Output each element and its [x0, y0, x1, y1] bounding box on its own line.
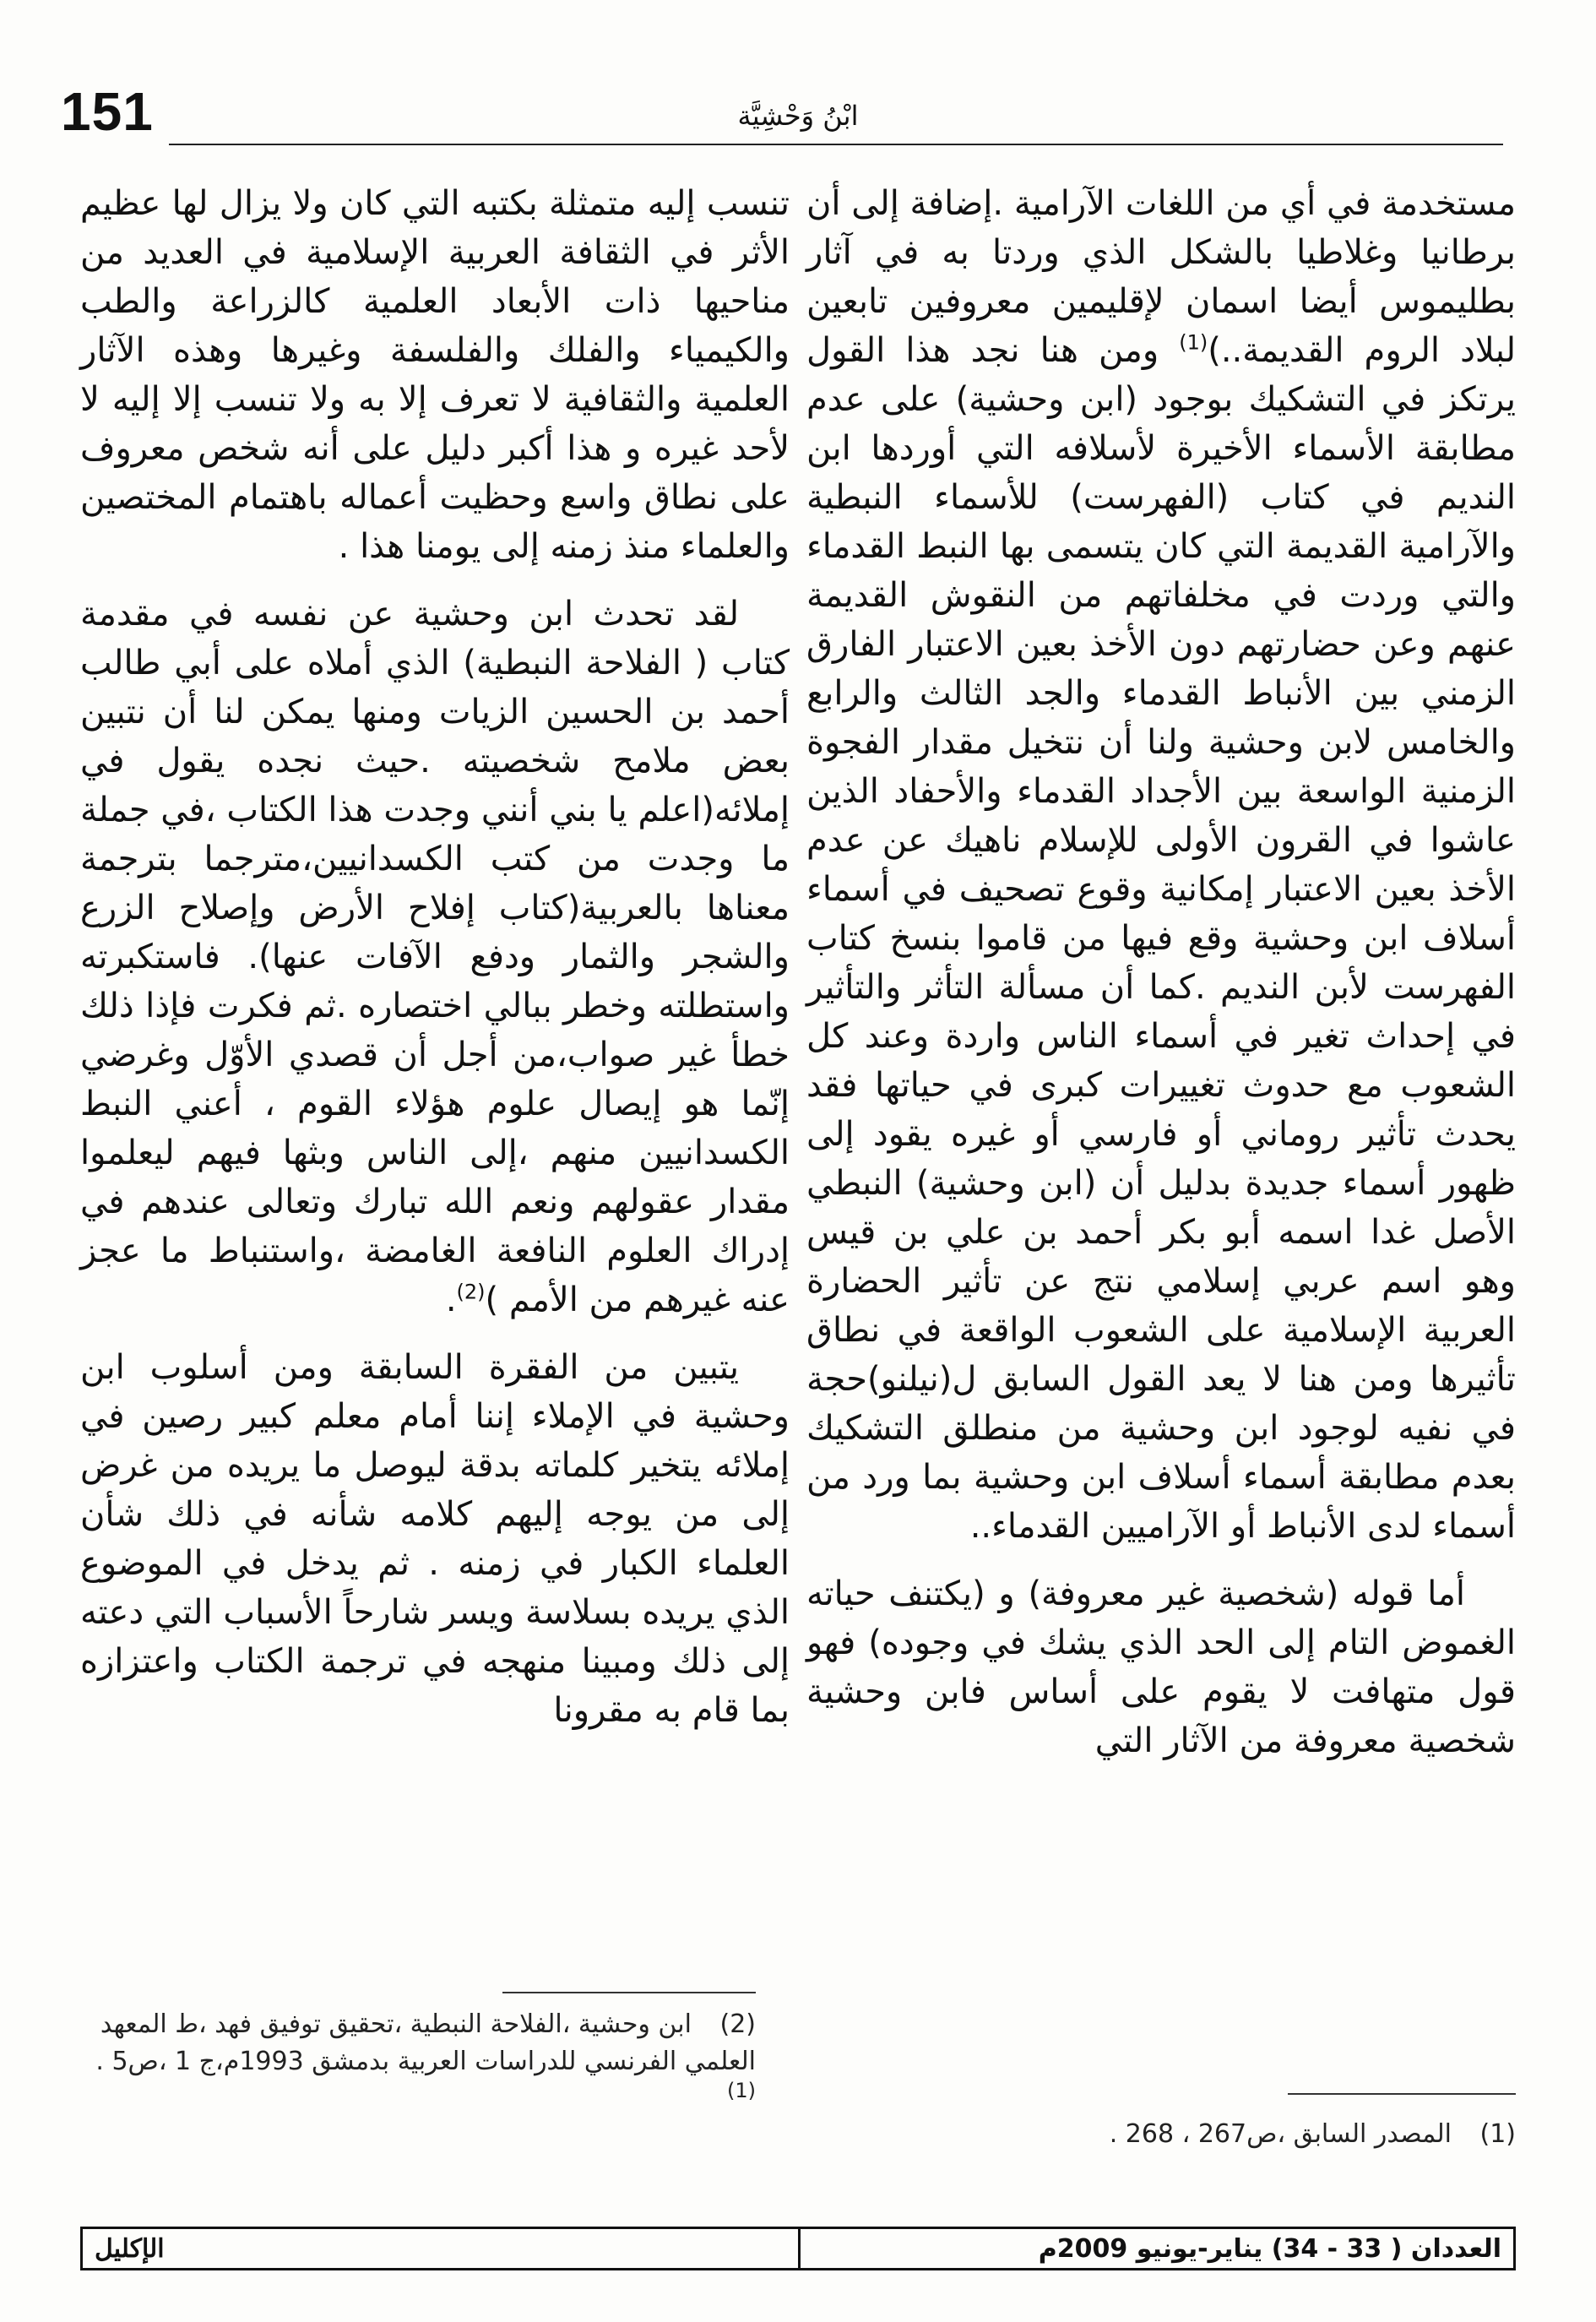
footnote-ref[interactable]: (1) [1179, 330, 1208, 355]
footnote-text: ابن وحشية ،الفلاحة النبطية ،تحقيق توفيق فهد ،ط المعهد العلمي الفرنسي للدراسات العربية بدمشق 1993م،ج 1 ،ص5 . [95, 2009, 756, 2076]
paragraph: أما قوله (شخصية غير معروفة) و (يكتنف حياته الغموض التام إلى الحد الذي يشك في وجوده) فهو قول متهافت لا يقوم على أساس فابن وحشية شخصية معروفة من الآثار التي [806, 1574, 1516, 1760]
page-number: 151 [61, 81, 154, 142]
footnote-right [806, 2116, 1516, 2153]
footnote-rule-left [502, 1992, 756, 1993]
footnote-ref[interactable]: (2) [456, 1280, 486, 1304]
footnote-ref: (1) [727, 2079, 756, 2102]
footnote-text: المصدر السابق ،ص267 ، 268 . [1109, 2119, 1452, 2149]
right-column [806, 179, 1516, 1784]
paragraph: يتبين من الفقرة السابقة ومن أسلوب ابن وحشية في الإملاء إننا أمام معلم كبير رصين في إملائه يتخير كلماته بدقة ليوصل ما يريده من غرض إلى من يوجه إليهم كلامه شأنه في ذلك شأن العلماء الكبار في زمنه . ثم يدخل في الموضوع الذي يريده بسلاسة ويسر شارحاً الأسباب التي دعته إلى ذلك ومبينا منهجه في ترجمة الكتاب واعتزازه بما قام به مقرونا [80, 1348, 790, 1730]
paragraph: مستخدمة في أي من اللغات الآرامية .إضافة إلى أن برطانيا وغلاطيا بالشكل الذي وردتا به في آثار بطليموس أيضا اسمان لإقليمين معروفين تابعين لبلاد الروم القديمة..)$^{(1)}$ ومن هنا نجد هذا القول يرتكز في التشكيك بوجود (ابن وحشية) على عدم مطابقة الأسماء الأخيرة لأسلافه التي أوردها ابن النديم في كتاب (الفهرست) للأسماء النبطية والآرامية القديمة التي كان يتسمى بها النبط القدماء والتي وردت في مخلفاتهم من النقوش القديمة عنهم وعن حضارتهم دون الأخذ بعين الاعتبار الفارق الزمني بين الأنباط القدماء والجد الثالث والرابع والخامس لابن وحشية ولنا أن نتخيل مقدار الفجوة الزمنية الواسعة بين الأجداد القدماء والأحفاد الذين عاشوا في القرون الأولى للإسلام ناهيك عن عدم الأخذ بعين الاعتبار إمكانية وقوع تصحيف في أسماء أسلاف ابن وحشية وقع فيها من قاموا بنسخ كتاب الفهرست لأبن النديم .كما أن مسألة التأثر والتأثير في إحداث تغير في أسماء الناس واردة وعند كل الشعوب مع حدوث تغييرات كبرى في حياتها فقد يحدث تأثير روماني أو فارسي أو غيره يقود إلى ظهور أسماء جديدة بدليل أن (ابن وحشية) النبطي الأصل غدا اسمه أبو بكر أحمد بن علي بن قيس وهو اسم عربي إسلامي نتج عن تأثير الحضارة العربية الإسلامية على الشعوب الواقعة في نطاق تأثيرها ومن هنا لا يعد القول السابق ل(نيلنو)حجة في نفيه لوجود ابن وحشية من منطلق التشكيك بعدم مطابقة أسماء أسلاف ابن وحشية بما ورد من أسماء لدى الأنباط أو الآراميين القدماء.. [806, 184, 1517, 1546]
paragraph: تنسب إليه متمثلة بكتبه التي كان ولا يزال لها عظيم الأثر في الثقافة العربية الإسلامية في العديد من مناحيها ذات الأبعاد العلمية كالزراعة والطب والكيمياء والفلك والفلسفة وغيرها وهذه الآثار العلمية والثقافية لا تعرف إلا به ولا تنسب إلا إليه لا لأحد غيره و هذا أكبر دليل على أنه شخص معروف على نطاق واسع وحظيت أعماله باهتمام المختصين والعلماء منذ زمنه إلى يومنا هذا . [80, 184, 790, 566]
journal-logo: الإكليل [95, 2233, 165, 2264]
running-title: ابْنُ وَحْشِيَّة [737, 100, 859, 132]
footnote-number: (1) [1479, 2119, 1516, 2149]
issue-label: العددان ( 33 - 34) يناير-يونيو 2009م [1038, 2233, 1501, 2264]
paragraph: لقد تحدث ابن وحشية عن نفسه في مقدمة كتاب ( الفلاحة النبطية) الذي أملاه على أبي طالب أحمد بن الحسين الزيات ومنها يمكن لنا أن نتبين بعض ملامح شخصيته .حيث نجده يقول في إملائه(اعلم يا بني أنني وجدت هذا الكتاب ،في جملة ما وجدت من كتب الكسدانيين،مترجما بترجمة معناها بالعربية(كتاب إفلاح الأرض وإصلاح الزرع والشجر والثمار ودفع الآفات عنها). فاستكبرته واستطلته وخطر ببالي اختصاره .ثم فكرت فإذا ذلك خطأ غير صواب،من أجل أن قصدي الأوّل وغرضي إنّما هو إيصال علوم هؤلاء القوم ، أعني النبط الكسدانيين منهم ،إلى الناس وبثها فيهم ليعلموا مقدار عقولهم ونعم الله تبارك وتعالى عندهم في إدراك العلوم النافعة الغامضة ،واستنباط ما عجز عنه غيرهم من الأمم )$^{(2)}$. [80, 595, 790, 1319]
footnote-number: (2) [719, 2009, 756, 2039]
header-rule [169, 144, 1503, 145]
footer-bar [80, 2227, 1516, 2270]
footnote-left [80, 2006, 756, 2118]
footer-divider [798, 2229, 801, 2268]
footnote-rule-right [1288, 2093, 1516, 2095]
left-column [80, 179, 790, 1754]
